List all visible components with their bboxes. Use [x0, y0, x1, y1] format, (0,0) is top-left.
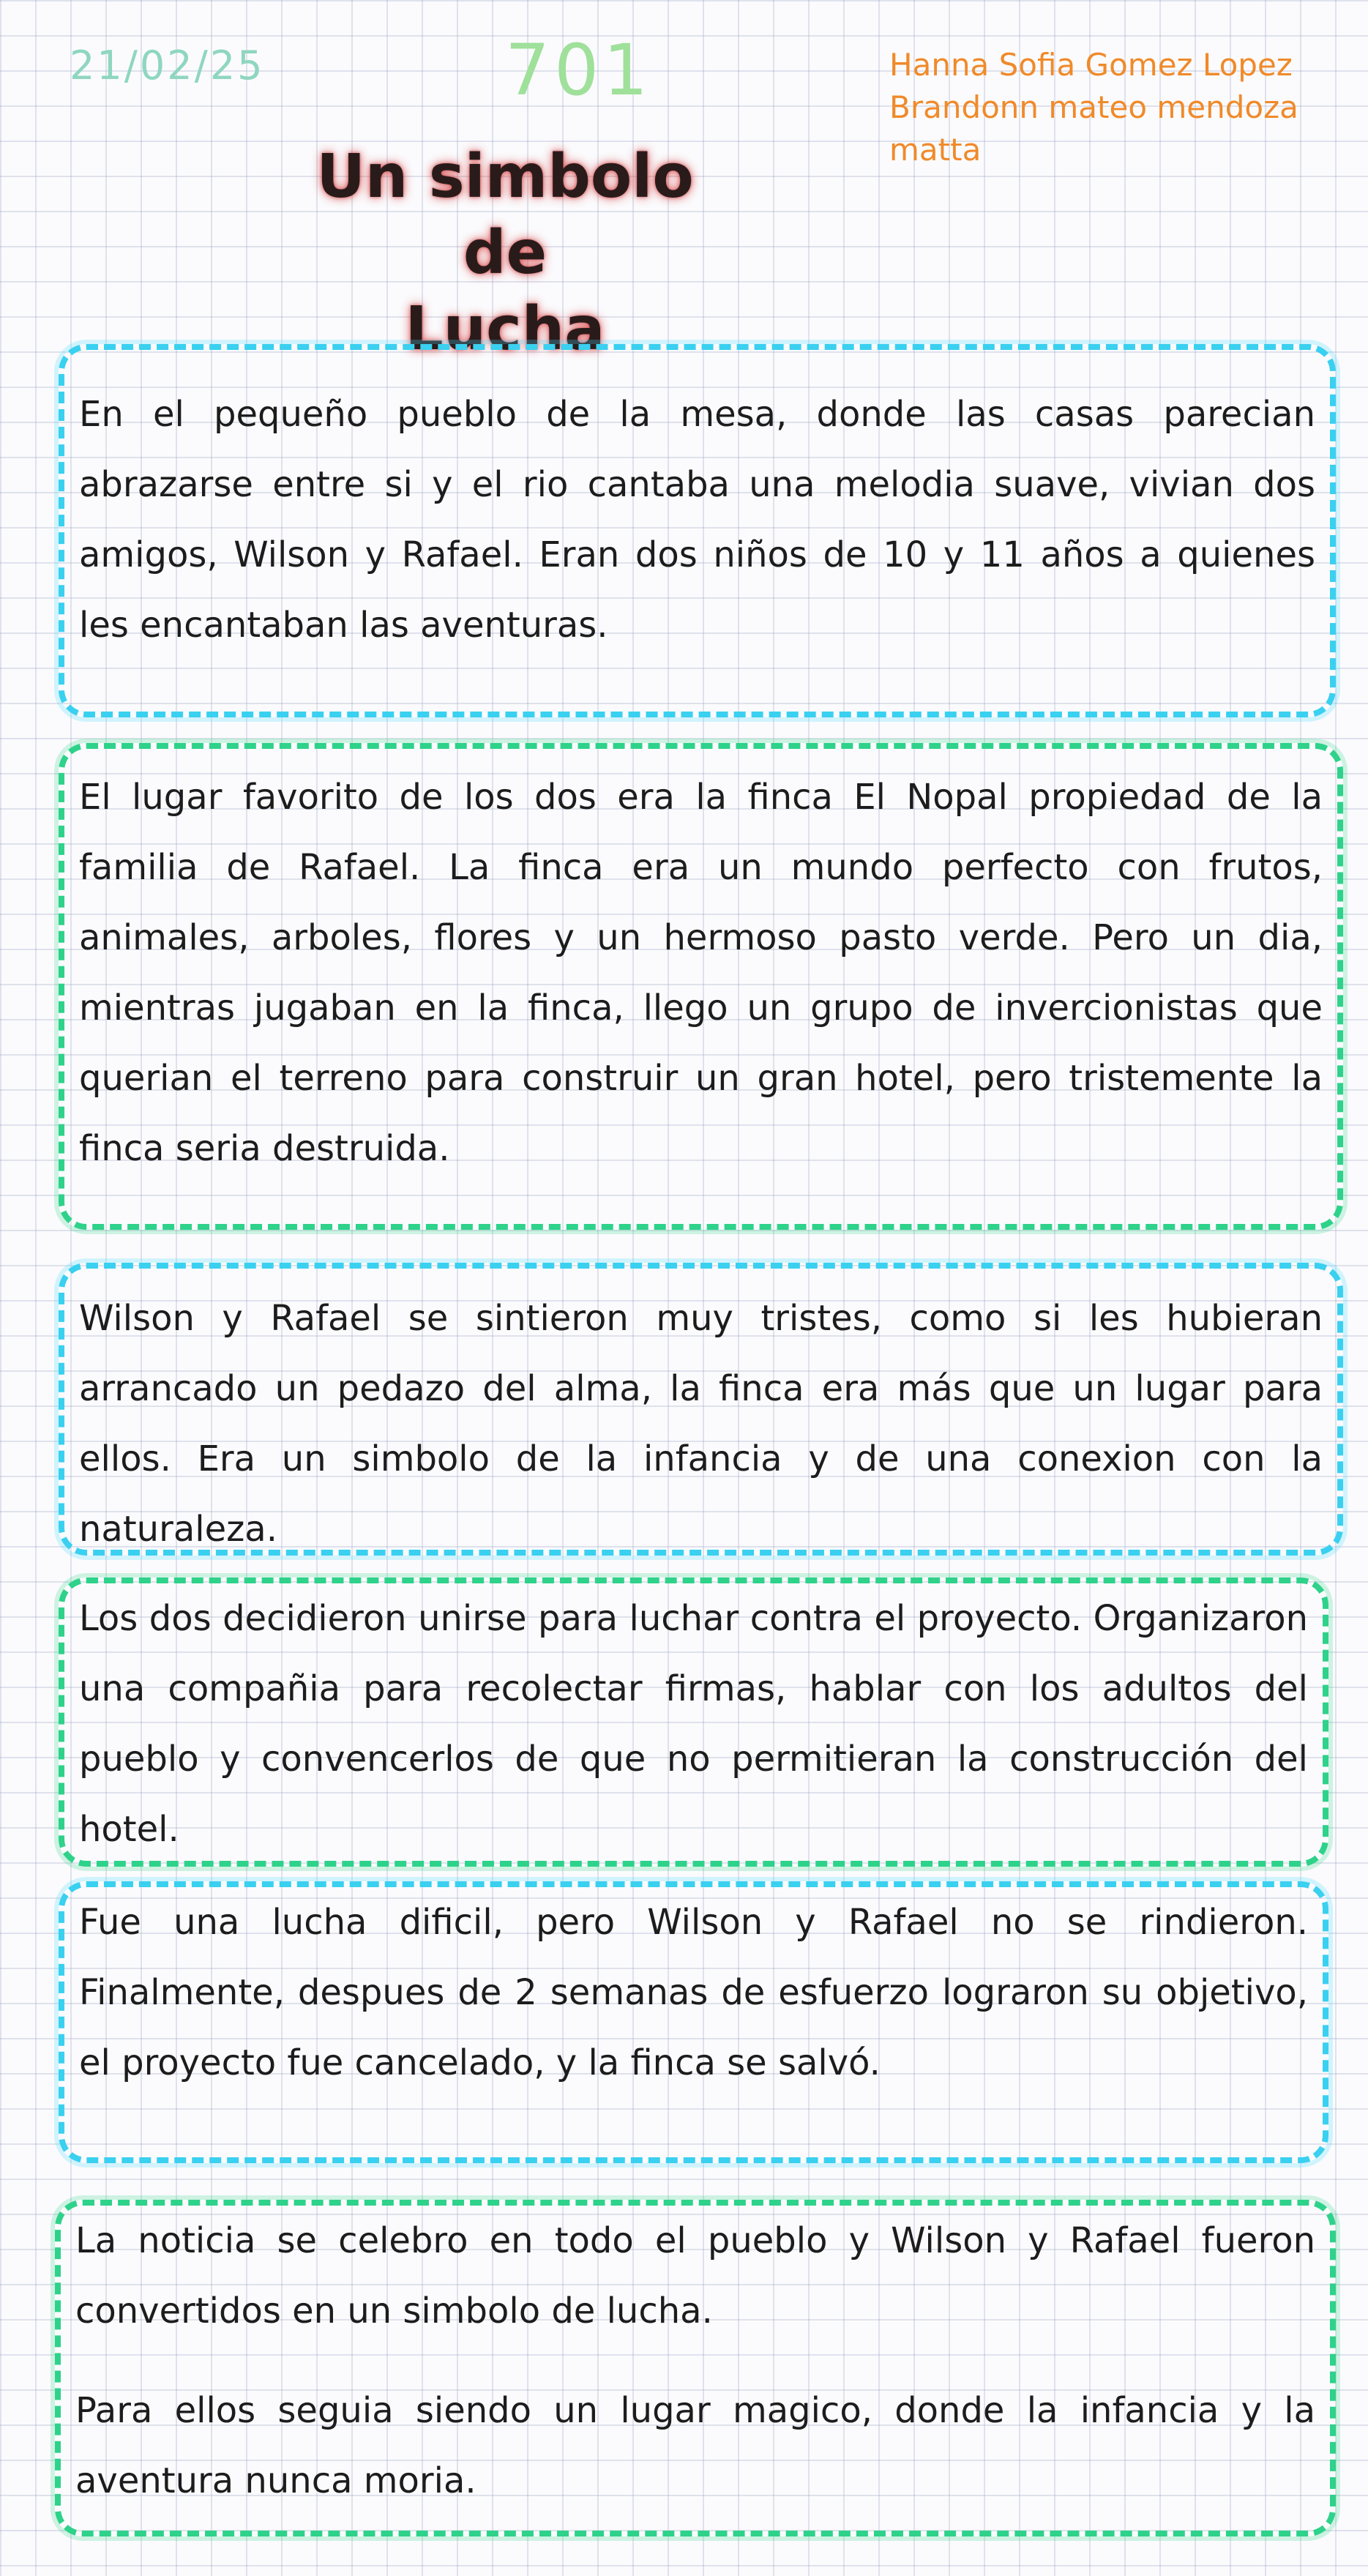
author-name: Brandonn mateo mendoza — [889, 89, 1298, 125]
paragraph-1 — [59, 344, 1336, 717]
author-names — [889, 44, 1343, 171]
paragraph-text: Fue una lucha dificil, pero Wilson y Rafael no se rindieron. Finalmente, despues de 2 semanas de esfuerzo lograron su objetivo, el proyecto fue cancelado, y la finca se salvó. — [79, 1902, 1308, 2083]
title-line-1: Un simbolo de — [316, 142, 694, 288]
paragraph-5 — [59, 1881, 1328, 2163]
author-name: Hanna Sofia Gomez Lopez — [889, 47, 1293, 83]
paragraph-text: La noticia se celebro en todo el pueblo y Wilson y Rafael fueron convertidos en un simbolo de lucha. — [75, 2220, 1315, 2332]
paragraph-2 — [59, 743, 1343, 1230]
paragraph-6 — [55, 2200, 1336, 2536]
paragraph-text: Wilson y Rafael se sintieron muy tristes, como si les hubieran arrancado un pedazo del alma, la finca era más que un lugar para ellos. Era un simbolo de la infancia y de una conexion con la naturaleza. — [79, 1298, 1323, 1550]
author-name: matta — [889, 132, 982, 168]
grade-number: 701 — [505, 29, 653, 111]
title-line-2: Lucha — [405, 294, 605, 364]
paragraph-3 — [59, 1263, 1343, 1556]
paragraph-text: Los dos decidieron unirse para luchar contra el proyecto. Organizaron una compañia para recolectar firmas, hablar con los adultos del pueblo y convencerlos de que no permitieran la construcción del hotel. — [79, 1598, 1308, 1850]
paragraph-4 — [59, 1578, 1328, 1867]
date: 21/02/25 — [70, 42, 265, 89]
story-title — [278, 139, 732, 367]
paragraph-text: En el pequeño pueblo de la mesa, donde las casas parecian abrazarse entre si y el rio cantaba una melodia suave, vivian dos amigos, Wilson y Rafael. Eran dos niños de 10 y 11 años a quienes les encantaban las aventuras. — [79, 394, 1315, 646]
paragraph-text: El lugar favorito de los dos era la finca El Nopal propiedad de la familia de Rafael. La finca era un mundo perfecto con frutos, animales, arboles, flores y un hermoso pasto verde. Pero un dia, mientras jugaban en la finca, llego un grupo de invercionistas que querian el terreno para construir un gran hotel, pero tristemente la finca seria destruida. — [79, 777, 1323, 1169]
paragraph-text: Para ellos seguia siendo un lugar magico, donde la infancia y la aventura nunca moria. — [75, 2390, 1315, 2501]
